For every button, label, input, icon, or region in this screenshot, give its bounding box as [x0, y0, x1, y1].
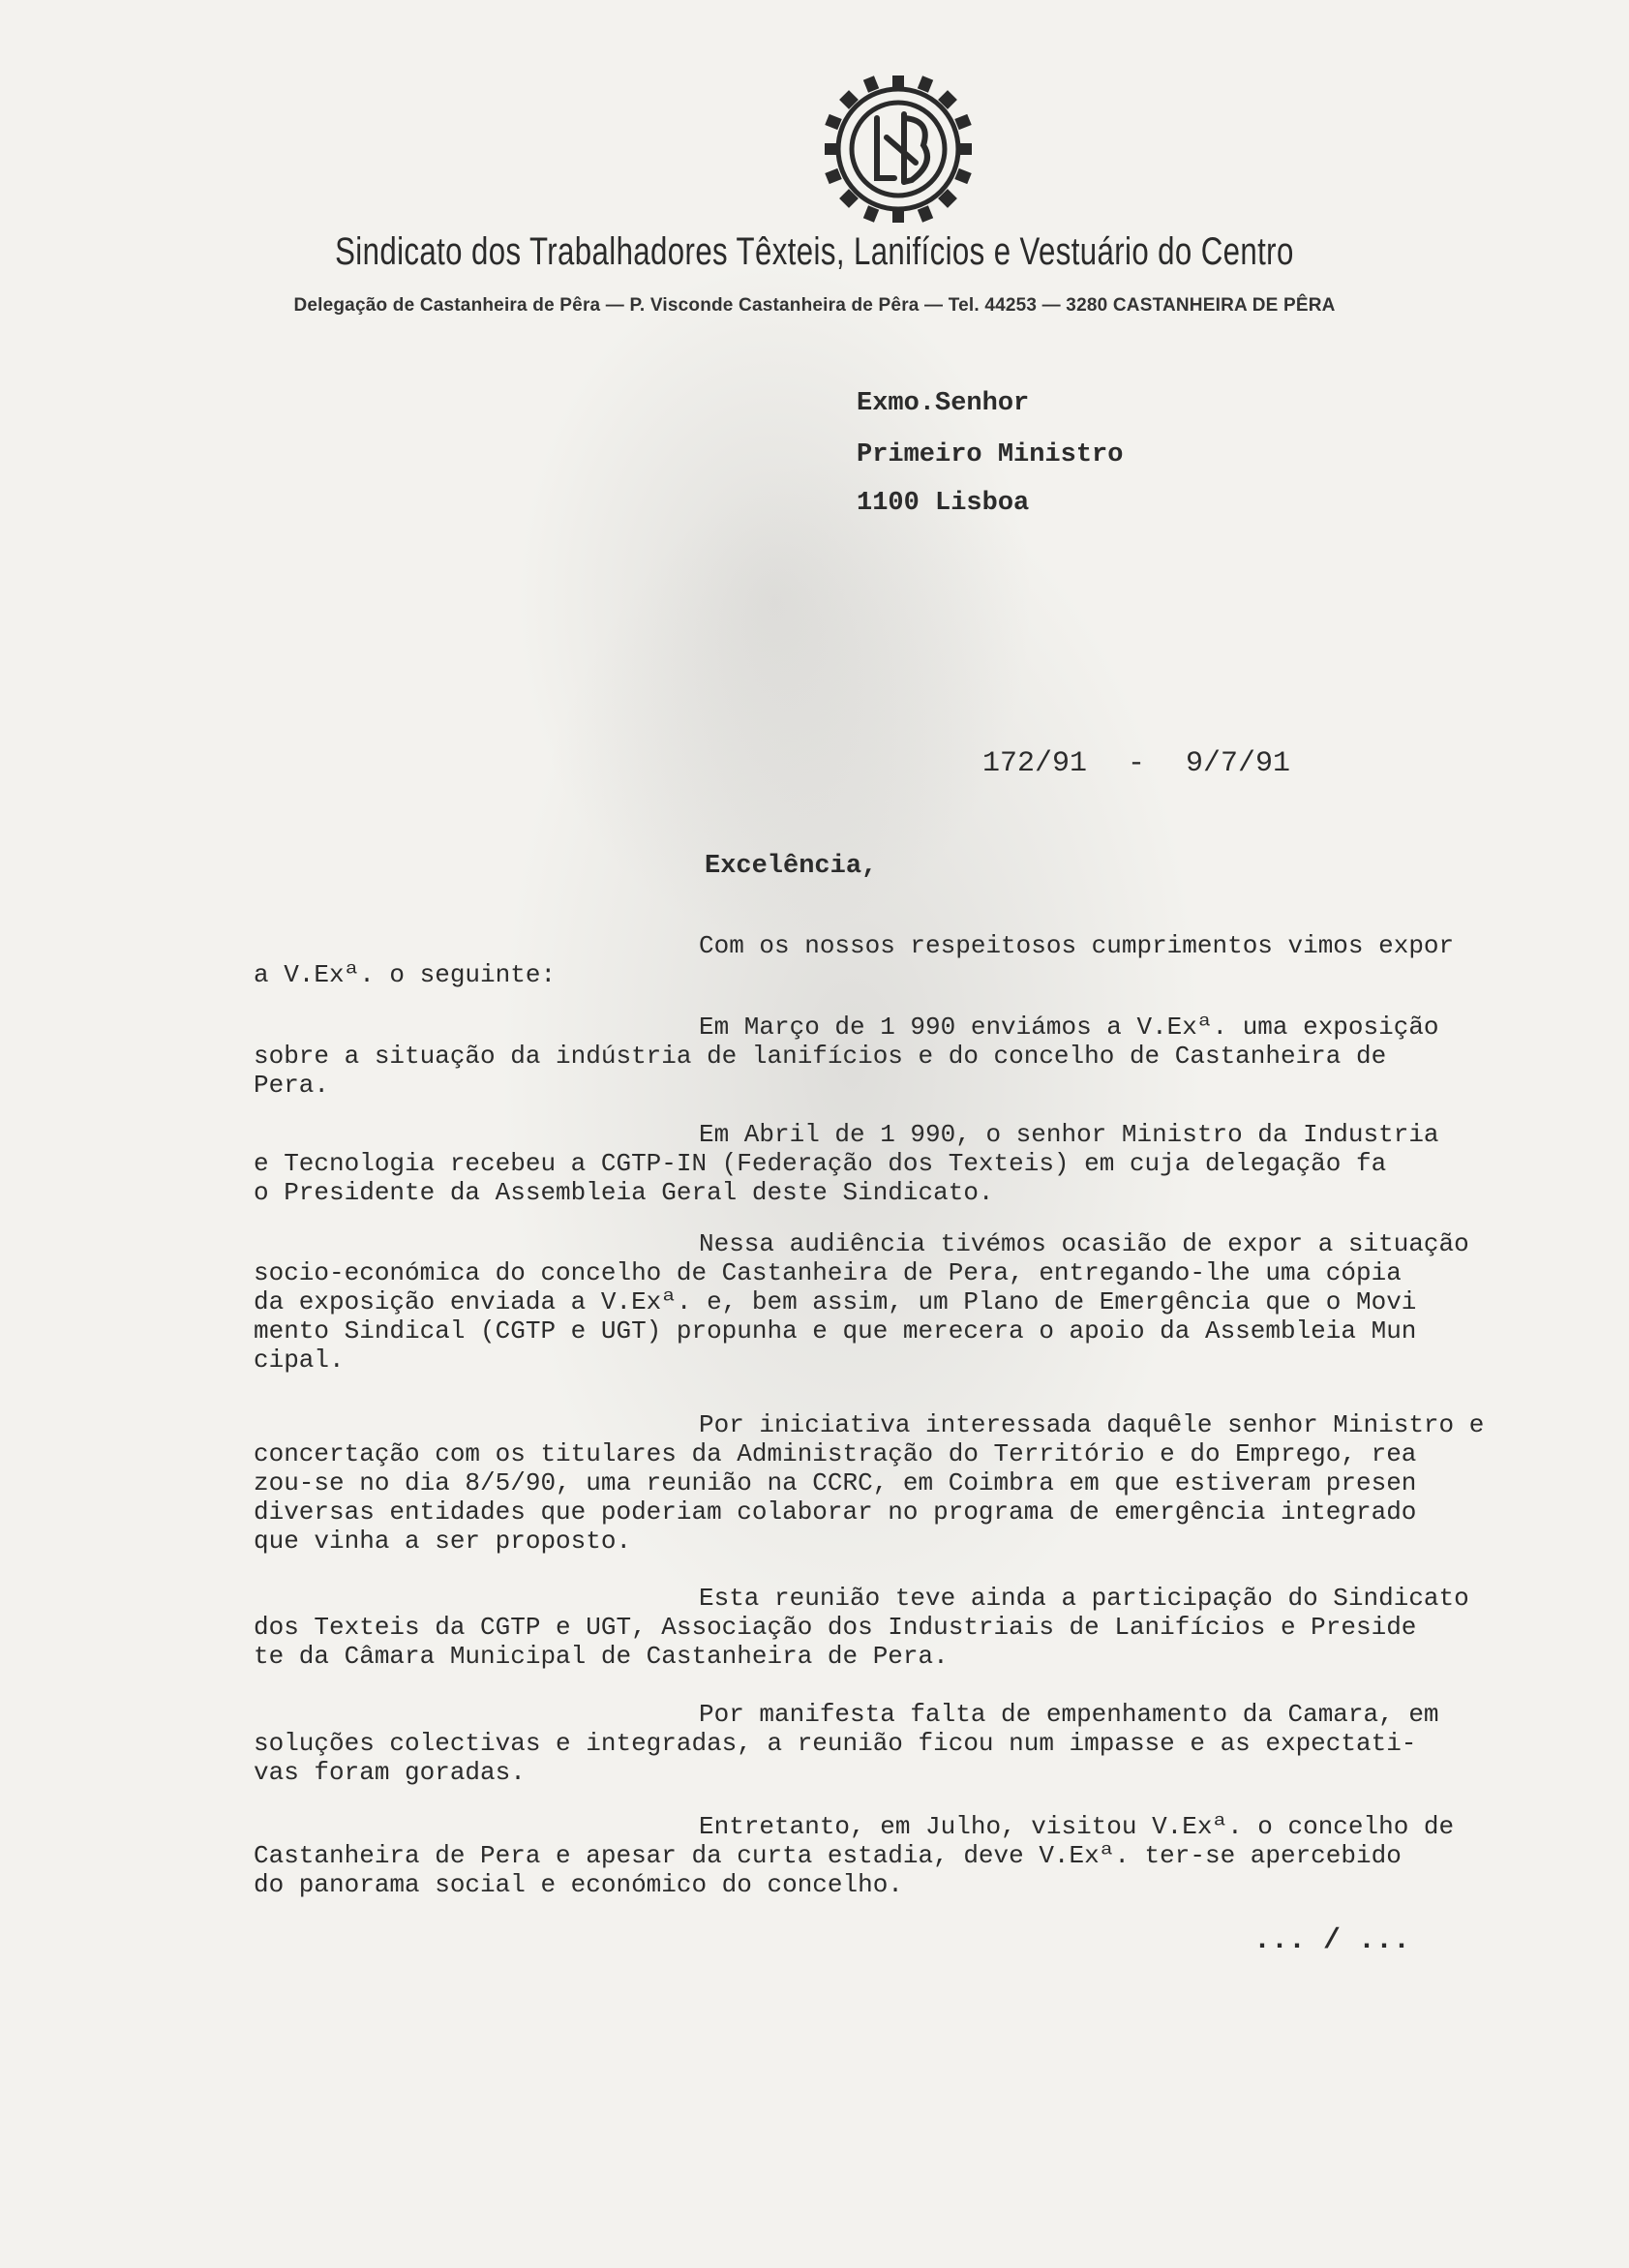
paragraph-line: te da Câmara Municipal de Castanheira de Pera.: [254, 1642, 949, 1671]
paragraph-line: Em Abril de 1 990, o senhor Ministro da Industria: [699, 1120, 1439, 1149]
paragraph-1: [254, 931, 1560, 989]
organization-name: Sindicato dos Trabalhadores Têxteis, Lanifícios e Vestuário do Centro: [335, 230, 1294, 273]
paragraph-line: e Tecnologia recebeu a CGTP-IN (Federação dos Texteis) em cuja delegação fa: [254, 1149, 1387, 1178]
organization-address: Delegação de Castanheira de Pêra — P. Visconde Castanheira de Pêra — Tel. 44253 — 3280 CASTANHEIRA DE PÊRA: [293, 295, 1336, 316]
paragraph-line: cipal.: [254, 1346, 345, 1375]
paragraph-line: Por iniciativa interessada daquêle senhor Ministro e: [699, 1410, 1485, 1439]
paragraph-line: da exposição enviada a V.Exª. e, bem assim, um Plano de Emergência que o Movi: [254, 1287, 1417, 1316]
paragraph-2: [254, 1013, 1560, 1100]
paragraph-line: socio-económica do concelho de Castanheira de Pera, entregando-lhe uma cópia: [254, 1258, 1402, 1287]
recipient-title: Exmo.Senhor: [857, 389, 1030, 418]
paragraph-line: zou-se no dia 8/5/90, uma reunião na CCRC, em Coimbra em que estiveram presen: [254, 1468, 1417, 1497]
continuation-mark: ... / ...: [1253, 1924, 1411, 1957]
paragraph-7: [254, 1700, 1560, 1787]
paragraph-6: [254, 1584, 1560, 1671]
paragraph-line: Com os nossos respeitosos cumprimentos vimos expor: [699, 931, 1455, 960]
paragraph-line: soluções colectivas e integradas, a reunião ficou num impasse e as expectati-: [254, 1729, 1417, 1758]
union-logo: [819, 70, 978, 228]
paragraph-4: [254, 1229, 1560, 1375]
paragraph-line: Pera.: [254, 1071, 330, 1100]
reference-date: 9/7/91: [1186, 747, 1291, 780]
paragraph-line: a V.Exª. o seguinte:: [254, 960, 557, 989]
paragraph-line: sobre a situação da indústria de lanifícios e do concelho de Castanheira de: [254, 1042, 1387, 1071]
paragraph-line: Por manifesta falta de empenhamento da Camara, em: [699, 1700, 1439, 1729]
paragraph-8: [254, 1812, 1560, 1899]
paragraph-line: dos Texteis da CGTP e UGT, Associação dos Industriais de Lanifícios e Preside: [254, 1613, 1417, 1642]
paragraph-line: mento Sindical (CGTP e UGT) propunha e que merecera o apoio da Assembleia Mun: [254, 1316, 1417, 1346]
reference-line: [982, 747, 1290, 780]
paragraph-line: Em Março de 1 990 enviámos a V.Exª. uma exposição: [699, 1013, 1439, 1042]
paragraph-line: o Presidente da Assembleia Geral deste Sindicato.: [254, 1178, 994, 1207]
reference-number: 172/91: [982, 747, 1088, 780]
recipient-city: 1100 Lisboa: [857, 489, 1030, 518]
paragraph-line: que vinha a ser proposto.: [254, 1527, 632, 1556]
paragraph-line: Nessa audiência tivémos ocasião de expor a situação: [699, 1229, 1469, 1258]
paragraph-5: [254, 1410, 1560, 1556]
paragraph-line: diversas entidades que poderiam colaborar no programa de emergência integrado: [254, 1497, 1417, 1527]
paragraph-line: do panorama social e económico do concelho.: [254, 1870, 903, 1899]
paragraph-line: Castanheira de Pera e apesar da curta estadia, deve V.Exª. ter-se apercebido: [254, 1841, 1402, 1870]
paragraph-line: Entretanto, em Julho, visitou V.Exª. o concelho de: [699, 1812, 1455, 1841]
paragraph-line: concertação com os titulares da Administração do Território e do Emprego, rea: [254, 1439, 1417, 1468]
paragraph-line: vas foram goradas.: [254, 1758, 526, 1787]
recipient-role: Primeiro Ministro: [857, 440, 1124, 469]
paragraph-3: [254, 1120, 1560, 1207]
salutation: Excelência,: [705, 852, 878, 881]
paragraph-line: Esta reunião teve ainda a participação do Sindicato: [699, 1584, 1469, 1613]
reference-separator: -: [1128, 747, 1146, 780]
